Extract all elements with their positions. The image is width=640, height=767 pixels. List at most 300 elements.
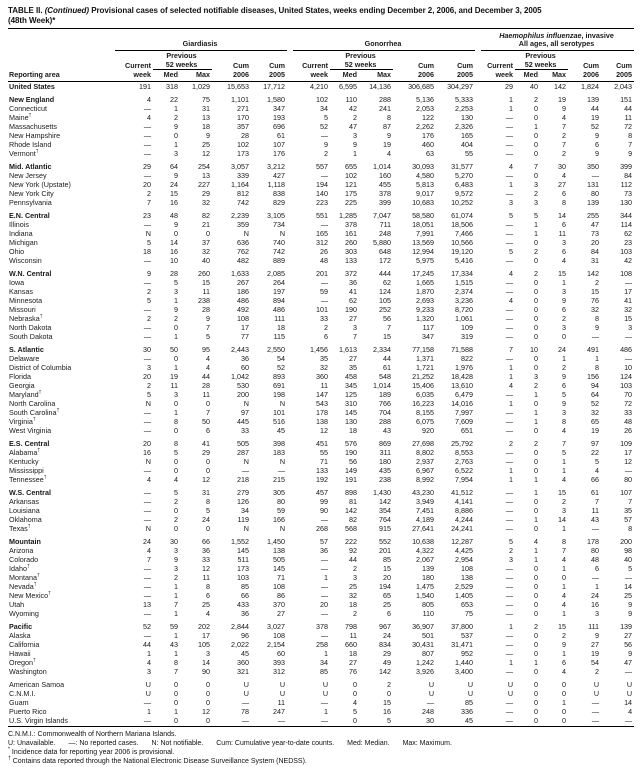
value-cell: —	[143, 572, 151, 582]
value-cell: 170	[237, 112, 249, 122]
value-cell: 11	[320, 380, 329, 390]
value-cell: 347	[273, 103, 286, 113]
week-label: week	[481, 70, 515, 82]
value-cell: 40	[530, 81, 539, 91]
value-cell: 2	[147, 188, 151, 198]
table-row	[8, 524, 634, 533]
value-cell: 9	[387, 130, 392, 140]
value-cell: 85	[465, 697, 474, 707]
value-cell: N	[145, 398, 151, 408]
value-cell: 183	[273, 447, 286, 457]
value-cell: 1,285	[339, 210, 358, 220]
value-cell: 5	[562, 389, 567, 399]
value-cell: 70	[624, 389, 633, 399]
value-cell: 16	[170, 246, 178, 256]
value-cell: 48	[320, 255, 329, 265]
value-cell: 9	[595, 130, 600, 140]
value-cell: 1	[534, 121, 539, 131]
value-cell: 131	[587, 179, 600, 189]
value-cell: 197	[273, 286, 286, 296]
value-cell: 505	[273, 554, 286, 564]
value-cell: 71	[277, 572, 286, 582]
value-cell: 16	[170, 197, 178, 207]
value-cell: 85	[383, 554, 392, 564]
value-cell: N	[279, 456, 286, 466]
value-cell: 734	[273, 219, 286, 229]
value-cell: 0	[534, 103, 539, 113]
value-cell: 4	[174, 474, 178, 484]
dagger-symbol: †	[35, 148, 39, 155]
value-cell: 55	[320, 447, 329, 457]
value-cell: 24	[558, 344, 567, 354]
value-cell: 0	[534, 688, 539, 698]
value-cell: —	[505, 505, 514, 515]
value-cell: 140	[316, 188, 329, 198]
value-cell: 5	[387, 715, 392, 725]
value-cell: 13,610	[451, 380, 474, 390]
value-cell: 0	[534, 398, 539, 408]
value-cell: 223	[316, 197, 329, 207]
value-cell: 288	[379, 94, 392, 104]
value-cell: 1	[534, 487, 539, 497]
value-cell: —	[505, 139, 514, 149]
value-cell: 73	[591, 228, 600, 238]
value-cell: 33	[320, 313, 329, 323]
table-row	[8, 180, 634, 189]
value-cell: 97	[591, 438, 600, 448]
footnote-cnmi: C.N.M.I.: Commonwealth of Northern Mariana Islands.	[8, 730, 177, 738]
value-cell: 194	[316, 179, 329, 189]
value-cell: 444	[379, 268, 392, 278]
value-cell: 218	[237, 474, 249, 484]
value-cell: 32	[202, 197, 210, 207]
value-cell: 311	[379, 447, 392, 457]
value-cell: 59	[170, 621, 178, 631]
spacer-cell	[251, 50, 287, 60]
value-cell: 1	[353, 148, 358, 158]
value-cell: 2	[534, 94, 539, 104]
value-cell: —	[505, 648, 514, 658]
value-cell: 279	[237, 487, 249, 497]
value-cell: 4	[595, 465, 600, 475]
value-cell: 3	[353, 130, 358, 140]
value-cell: —	[505, 313, 514, 323]
value-cell: 15	[383, 697, 392, 707]
value-cell: 3	[534, 197, 539, 207]
value-cell: —	[505, 456, 514, 466]
reporting-area-cell: Kentucky	[9, 456, 39, 466]
value-cell: —	[591, 572, 600, 582]
value-cell: 5	[147, 237, 151, 247]
value-cell: 433	[237, 599, 249, 609]
table-row	[8, 537, 634, 546]
value-cell: —	[624, 277, 633, 287]
reporting-area-cell: New Hampshire	[9, 130, 61, 140]
value-cell: 1	[147, 706, 151, 716]
value-cell: 1	[509, 474, 514, 484]
value-cell: 704	[379, 407, 392, 417]
value-cell: 0	[534, 353, 539, 363]
value-cell: 3	[562, 237, 567, 247]
value-cell: 3	[628, 322, 633, 332]
value-cell: —	[143, 103, 151, 113]
value-cell: 85	[320, 666, 329, 676]
value-cell: 0	[562, 688, 567, 698]
value-cell: 8	[562, 536, 567, 546]
value-cell: 176	[273, 148, 286, 158]
value-cell: 61,074	[451, 210, 474, 220]
table-row	[8, 564, 634, 573]
value-cell: —	[241, 715, 249, 725]
reporting-area-cell: Maine†	[9, 112, 32, 122]
value-cell: 2	[534, 246, 539, 256]
value-cell: 9	[174, 304, 178, 314]
reporting-area-header: Reporting area	[8, 70, 115, 82]
value-cell: 2	[324, 322, 329, 332]
value-cell: —	[505, 599, 514, 609]
value-cell: 25	[624, 590, 633, 600]
value-cell: 121	[345, 179, 358, 189]
value-cell: 16	[383, 706, 392, 716]
value-cell: 399	[620, 161, 633, 171]
table-row	[8, 707, 634, 716]
reporting-area-cell: Florida	[9, 371, 31, 381]
value-cell: 82	[349, 514, 358, 524]
value-cell: 60	[277, 648, 286, 658]
value-cell: 11	[170, 380, 178, 390]
reporting-area-cell: New England	[9, 94, 55, 104]
value-cell: —	[505, 447, 514, 457]
value-cell: 12	[624, 456, 633, 466]
value-cell: 86	[277, 590, 286, 600]
value-cell: 2,067	[416, 554, 435, 564]
value-cell: 4	[562, 599, 567, 609]
value-cell: —	[320, 554, 329, 564]
value-cell: 44	[143, 639, 151, 649]
value-cell: 9,572	[455, 188, 474, 198]
value-cell: 18	[202, 121, 210, 131]
value-cell: 14	[624, 581, 633, 591]
value-cell: 3	[509, 554, 514, 564]
value-cell: 9	[562, 639, 567, 649]
value-cell: 8	[595, 313, 600, 323]
value-cell: 0	[534, 599, 539, 609]
value-cell: —	[505, 304, 514, 314]
value-cell: 32	[624, 304, 633, 314]
value-cell: 347	[422, 331, 435, 341]
reporting-area-cell: Wyoming	[9, 608, 39, 618]
value-cell: 6	[562, 657, 567, 667]
value-cell: 8,802	[416, 447, 435, 457]
value-cell: —	[591, 170, 600, 180]
value-cell: 2	[174, 313, 178, 323]
value-cell: 4,210	[310, 81, 329, 91]
value-cell: 7	[562, 139, 567, 149]
value-cell: 2,374	[455, 286, 474, 296]
value-cell: 19	[591, 425, 600, 435]
value-cell: —	[505, 697, 514, 707]
value-cell: 126	[237, 496, 249, 506]
value-cell: 1	[534, 554, 539, 564]
value-cell: 15	[624, 313, 633, 323]
table-row	[8, 448, 634, 457]
value-cell: 161	[345, 228, 358, 238]
value-cell: 34	[320, 657, 329, 667]
value-cell: —	[320, 277, 329, 287]
value-cell: 9	[174, 121, 178, 131]
value-cell: —	[624, 715, 633, 725]
value-cell: 8	[595, 362, 600, 372]
value-cell: 1,101	[231, 94, 249, 104]
table-row	[8, 372, 634, 381]
value-cell: 103	[620, 246, 633, 256]
value-cell: 201	[316, 268, 329, 278]
value-cell: —	[143, 304, 151, 314]
value-cell: 4	[147, 657, 151, 667]
value-cell: 1,665	[416, 277, 435, 287]
value-cell: 2	[324, 148, 329, 158]
value-cell: 7,954	[455, 474, 474, 484]
value-cell: 268	[316, 523, 329, 533]
value-cell: 36	[349, 277, 358, 287]
value-cell: 486	[237, 295, 249, 305]
dagger-symbol: †	[39, 313, 43, 320]
value-cell: 5	[174, 487, 178, 497]
value-cell: 2	[562, 362, 567, 372]
value-cell: 4	[206, 362, 210, 372]
table-row	[8, 131, 634, 140]
value-cell: 1,405	[455, 590, 474, 600]
value-cell: 0	[534, 447, 539, 457]
reporting-area-cell: Arkansas	[9, 496, 39, 506]
value-cell: 28	[170, 268, 178, 278]
value-cell: 102	[345, 170, 358, 180]
value-cell: 306,685	[408, 81, 435, 91]
value-cell: 1	[562, 648, 567, 658]
value-cell: 71,588	[451, 344, 474, 354]
value-cell: 557	[316, 161, 329, 171]
year-2006-label: 2006	[568, 70, 601, 82]
value-cell: 90	[320, 505, 329, 515]
value-cell: 12	[202, 563, 210, 573]
weeks52-label: 52 weeks	[330, 60, 393, 70]
reporting-area-cell: Virginia†	[9, 416, 36, 426]
value-cell: 43	[170, 639, 178, 649]
dagger-symbol: †	[8, 755, 11, 762]
value-cell: 2,253	[455, 103, 474, 113]
value-cell: 310	[345, 398, 358, 408]
value-cell: 2	[534, 438, 539, 448]
reporting-area-cell: Missouri	[9, 304, 36, 314]
value-cell: 73	[624, 188, 633, 198]
reporting-area-cell: Mid. Atlantic	[9, 161, 52, 171]
value-cell: 42	[349, 103, 358, 113]
value-cell: 192	[316, 474, 329, 484]
value-cell: 107	[620, 487, 633, 497]
value-cell: 4	[206, 353, 210, 363]
value-cell: 71	[320, 456, 329, 466]
value-cell: 568	[345, 523, 358, 533]
value-cell: 35	[624, 505, 633, 515]
value-cell: 370	[273, 599, 286, 609]
value-cell: 248	[422, 706, 435, 716]
value-cell: 551	[316, 210, 329, 220]
value-cell: 0	[534, 331, 539, 341]
dagger-symbol: †	[37, 447, 41, 454]
value-cell: 193	[273, 112, 286, 122]
value-cell: U	[626, 688, 633, 698]
value-cell: 241	[379, 103, 392, 113]
value-cell: —	[505, 666, 514, 676]
value-cell: N	[145, 228, 151, 238]
value-cell: 460	[422, 139, 435, 149]
value-cell: —	[624, 465, 633, 475]
value-cell: —	[143, 487, 151, 497]
value-cell: 156	[587, 371, 600, 381]
reporting-area-cell: Wisconsin	[9, 255, 42, 265]
reporting-area-cell: Louisiana	[9, 505, 40, 515]
value-cell: 3	[353, 572, 358, 582]
dagger-symbol: †	[32, 416, 36, 423]
table-row	[8, 466, 634, 475]
value-cell: 15	[383, 331, 392, 341]
cum-label: Cum	[269, 60, 286, 70]
value-cell: 5	[206, 505, 210, 515]
value-cell: 109	[620, 438, 633, 448]
value-cell: U	[145, 688, 151, 698]
value-cell: 225	[345, 197, 358, 207]
value-cell: 6	[562, 188, 567, 198]
table-row	[8, 488, 634, 497]
dagger-symbol: †	[48, 590, 51, 597]
value-cell: —	[320, 697, 329, 707]
value-cell: 57	[320, 536, 329, 546]
value-cell: —	[143, 697, 151, 707]
value-cell: 27	[277, 608, 286, 618]
value-cell: N	[145, 456, 151, 466]
value-cell: 267	[237, 277, 249, 287]
table-row	[8, 649, 634, 658]
value-cell: 26	[624, 425, 633, 435]
value-cell: 372	[345, 268, 358, 278]
value-cell: —	[143, 608, 151, 618]
table-row	[8, 332, 634, 341]
value-cell: 5	[147, 295, 151, 305]
year-2006-label: 2006	[212, 70, 251, 82]
value-cell: 160	[379, 170, 392, 180]
value-cell: 108	[461, 563, 474, 573]
value-cell: 9	[353, 139, 358, 149]
reporting-area-cell: Tennessee†	[9, 474, 47, 484]
reporting-area-cell: South Dakota	[9, 331, 53, 341]
value-cell: 0	[534, 581, 539, 591]
value-cell: 6	[562, 219, 567, 229]
value-cell: 1	[562, 353, 567, 363]
value-cell: 3	[174, 563, 178, 573]
value-cell: 30,093	[412, 161, 435, 171]
value-cell: U	[467, 679, 474, 689]
value-cell: 22	[591, 447, 600, 457]
value-cell: 344	[620, 210, 633, 220]
value-cell: 138	[316, 416, 329, 426]
year-2005-label: 2005	[251, 70, 287, 82]
value-cell: 1	[174, 648, 178, 658]
value-cell: 9	[174, 219, 178, 229]
value-cell: 87	[383, 121, 392, 131]
value-cell: —	[143, 496, 151, 506]
value-cell: 1	[174, 295, 178, 305]
value-cell: 2	[147, 286, 151, 296]
value-cell: 427	[273, 170, 286, 180]
value-cell: 7,609	[455, 416, 474, 426]
value-cell: 12	[202, 474, 210, 484]
value-cell: 350	[587, 161, 600, 171]
value-cell: 807	[422, 648, 435, 658]
value-cell: 33	[202, 554, 210, 564]
value-cell: 3,212	[267, 161, 286, 171]
value-cell: 19	[383, 139, 392, 149]
value-cell: 173	[237, 563, 249, 573]
value-cell: 0	[534, 139, 539, 149]
value-cell: U	[593, 679, 600, 689]
value-cell: 260	[198, 268, 210, 278]
table-row	[8, 591, 634, 600]
value-cell: 3	[174, 389, 178, 399]
value-cell: 3	[147, 362, 151, 372]
table-row	[8, 305, 634, 314]
value-cell: —	[591, 331, 600, 341]
value-cell: 0	[353, 715, 358, 725]
value-cell: 65	[591, 416, 600, 426]
value-cell: 4	[353, 697, 358, 707]
value-cell: 894	[273, 295, 286, 305]
reporting-area-cell: Idaho†	[9, 563, 30, 573]
value-cell: 2	[353, 112, 358, 122]
value-cell: —	[143, 630, 151, 640]
value-cell: 5	[353, 706, 358, 716]
value-cell: 60	[241, 362, 249, 372]
value-cell: 1	[174, 407, 178, 417]
reporting-area-cell: Michigan	[9, 237, 38, 247]
value-cell: 19	[591, 648, 600, 658]
value-cell: 45	[241, 648, 249, 658]
value-cell: 0	[534, 313, 539, 323]
value-cell: 1	[534, 228, 539, 238]
value-cell: 130	[345, 416, 358, 426]
value-cell: —	[505, 228, 514, 238]
value-cell: 40	[624, 554, 633, 564]
table-row	[8, 600, 634, 609]
value-cell: 110	[345, 94, 358, 104]
value-cell: 25	[349, 581, 358, 591]
value-cell: 7	[562, 121, 567, 131]
cum-label: Cum	[616, 60, 633, 70]
value-cell: 1	[562, 456, 567, 466]
value-cell: 7	[562, 438, 567, 448]
value-cell: 9	[174, 554, 178, 564]
value-cell: 360	[316, 371, 329, 381]
value-cell: 29	[505, 81, 514, 91]
value-cell: —	[505, 425, 514, 435]
value-cell: 9	[628, 599, 633, 609]
value-cell: 201	[379, 545, 392, 555]
value-cell: 16,223	[412, 398, 435, 408]
value-cell: 11	[202, 286, 210, 296]
value-cell: 2	[595, 277, 600, 287]
value-cell: 30	[143, 344, 151, 354]
value-cell: 636	[237, 237, 249, 247]
med-label: Med	[515, 70, 540, 82]
